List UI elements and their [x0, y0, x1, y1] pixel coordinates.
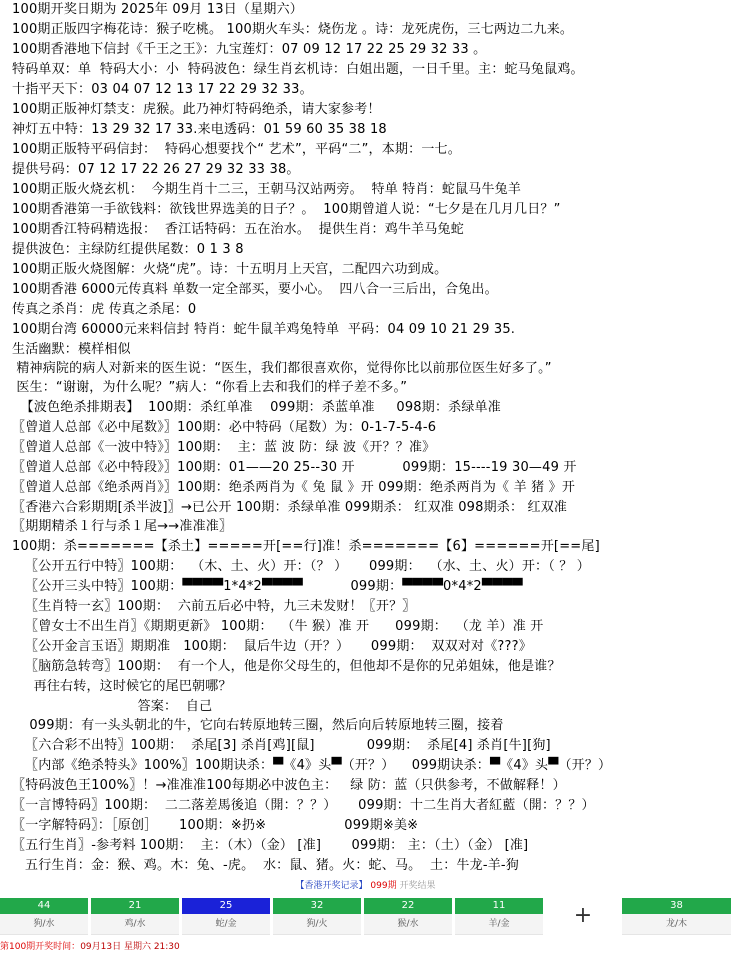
ball-number: 21: [91, 898, 179, 914]
result-ball: [0, 898, 88, 934]
ball-number: 32: [273, 898, 361, 914]
text-line: 特码单双：单 特码大小：小 特码波色：绿生肖玄机诗：白姐出题，一日千里。主：蛇马兔鼠鸡。: [12, 62, 584, 77]
text-line: 100期香港地下信封《千王之王》：九宝莲灯：07 09 12 17 22 25 29 32 33 。: [12, 42, 487, 57]
results-title-tail: 开奖结果: [399, 881, 436, 891]
text-line: 提供号码：07 12 17 22 26 27 29 32 33 38。: [12, 162, 300, 177]
text-line: 〖香港六合彩期期[杀半波]〗→已公开 100期：杀绿单准 099期杀： 红双准 098期杀： 红双准: [12, 500, 568, 515]
text-line: 100期：杀=======【杀土】=====开[==行]准！杀=======【6】======开[==尾]: [12, 539, 600, 554]
text-line: 100期台湾 60000元来料信封 特肖：蛇牛鼠羊鸡兔特单 平码：04 09 10 21 29 35.: [12, 322, 516, 337]
text-line: 〖六合彩不出特〗100期： 杀尾[3] 杀肖[鸡][鼠] 099期： 杀尾[4] 杀肖[牛][狗]: [12, 738, 551, 753]
text-line: 〖曾女士不出生肖〗《期期更新》 100期： （牛 猴）准 开 099期： （龙 羊）准 开: [12, 619, 544, 634]
text-line: 〖公开五行中特〗100期： （木、土、火）开：（？ ） 099期： （水、土、火）开：（ ？ ）: [12, 559, 591, 574]
text-line: 〖曾道人总部《一波中特》〗100期： 主：蓝 波 防：绿 波《开？？准》: [12, 440, 436, 455]
result-ball: [364, 898, 452, 934]
text-line: 100期正版四字梅花诗：猴子吃桃。 100期火车头：烧伤龙 。诗：龙死虎伤，三七两边二九来。: [12, 22, 574, 37]
results-title-main: 【香港开奖记录】: [295, 881, 368, 891]
text-line: 提供波色：主绿防红提供尾数：0 1 3 8: [12, 242, 244, 257]
text-line: 〖内部《绝杀特头》100%〗100期诀杀：▀《4》头▀（开？） 099期诀杀：▀《4》头▀（开？）: [12, 758, 612, 773]
text-line: 100期香港第一手欲钱料：欲钱世界选美的日子？。 100期曾道人说：“七夕是在几月几日？”: [12, 202, 561, 217]
next-draw-footer: [0, 940, 180, 954]
text-line: 【波色绝杀排期表】 100期：杀红单准 099期：杀蓝单准 098期：杀绿单准: [12, 400, 501, 415]
text-line: 100期正版特平码信封： 特码心想要找个“ 艺术”，平码“二”，本期：一七。: [12, 142, 461, 157]
ball-zodiac: 狗/火: [273, 914, 361, 935]
text-line: 〖曾道人总部《必中尾数》〗100期：必中特码（尾数）为：0-1-7-5-4-6: [12, 420, 437, 435]
result-ball: [182, 898, 270, 934]
footer-time: 09月13日 星期六 21:30: [80, 942, 180, 952]
humor-text: 医生：“谢谢，为什么呢？”病人：“你看上去和我们的样子差不多。”: [12, 380, 408, 395]
text-line: 100期香江特码精选报： 香江话特码：五在治水。 提供生肖：鸡牛羊马兔蛇: [12, 222, 464, 237]
ball-zodiac: 鸡/水: [91, 914, 179, 935]
ball-number: 11: [455, 898, 543, 914]
special-ball: [622, 898, 731, 934]
text-line: 〖一言博特码〗100期： 二二落差馬後追（開：？？） 099期：十二生肖大者紅藍（開：？？）: [12, 798, 595, 813]
ball-zodiac: 羊/金: [455, 914, 543, 935]
riddle-text: 〖脑筋急转弯〗100期： 有一个人，他是你父母生的，但他却不是你的兄弟姐妹，他是谁？: [12, 659, 561, 674]
plus-separator: +: [573, 903, 593, 928]
text-line: 〖五行生肖〗-参考料 100期： 主：（木）（金） [准] 099期： 主：（土）（金） [准]: [12, 838, 529, 853]
ball-number: 25: [182, 898, 270, 914]
draw-results-panel: [0, 878, 731, 956]
text-line: 〖公开金言玉语〗期期准 100期： 鼠后牛边（开？） 099期： 双双对对《???》: [12, 639, 532, 654]
text-line: 100期正版火烧玄机： 今期生肖十二三，王朝马汉站两旁。 特单 特肖：蛇鼠马牛兔羊: [12, 182, 522, 197]
riddle-answer: 答案： 自己: [12, 699, 213, 714]
ball-number: 22: [364, 898, 452, 914]
text-line: 传真之杀肖：虎 传真之杀尾：0: [12, 302, 197, 317]
text-line: 神灯五中特：13 29 32 17 33.来电透码：01 59 60 35 38 18: [12, 122, 387, 137]
humor-text: 精神病院的病人对新来的医生说：“医生，我们都很喜欢你，觉得你比以前那位医生好多了。”: [12, 361, 552, 376]
text-line: 100期正版神灯禁支：虎猴。此乃神灯特码绝杀，请大家参考！: [12, 102, 381, 117]
result-ball: [455, 898, 543, 934]
text-line: 〖期期精杀１行与杀１尾→→准准准〗: [12, 519, 233, 534]
ball-zodiac: 狗/水: [0, 914, 88, 935]
special-ball-zodiac: 龙/木: [622, 914, 731, 935]
result-ball: [273, 898, 361, 934]
text-line: 〖一字解特码〗：［原创］ 100期：※扔※ 099期※美※: [12, 818, 419, 833]
text-line: 〖公开三头中特〗100期：▀▀▀▀1*4*2▀▀▀▀ 099期：▀▀▀▀0*4*2▀▀▀▀: [12, 579, 523, 594]
riddle-text: 再往右转，这时候它的尾巴朝哪？: [12, 679, 232, 694]
text-line: 〖曾道人总部《必中特段》〗100期：01——20 25--30 开 099期：15----19 30—49 开: [12, 460, 577, 475]
text-line: 十指平天下：03 04 07 12 13 17 22 29 32 33。: [12, 82, 313, 97]
text-line: 100期正版火烧图解：火烧“虎”。诗：十五明月上天宫，二配四六功到成。: [12, 262, 448, 277]
results-title: [0, 878, 731, 894]
text-line: 〖特码波色王100%〗！→准准准100每期必中波色主： 绿 防：蓝（只供参考，不做解释！）: [12, 778, 566, 793]
humor-heading: 生活幽默：模样相似: [12, 342, 131, 357]
results-title-period: 099期: [370, 881, 397, 891]
text-line: 〖曾道人总部《绝杀两肖》〗100期：绝杀两肖为《 兔 鼠 》开 099期：绝杀两肖为《 羊 猪 》开: [12, 480, 576, 495]
draw-date-line: 100期开奖日期为 2025年 09月 13日（星期六）: [12, 2, 303, 17]
text-line: 〖生肖特一玄〗100期： 六前五后必中特，九三未发财！〖开？〗: [12, 599, 416, 614]
text-line: 五行生肖：金：猴、鸡。木：兔、-虎。 水：鼠、猪。火：蛇、马。 土：牛龙-羊-狗: [12, 858, 519, 873]
ball-zodiac: 猴/水: [364, 914, 452, 935]
ball-zodiac: 蛇/金: [182, 914, 270, 935]
riddle-text: 099期：有一头头朝北的牛，它向右转原地转三圈，然后向后转原地转三圈，接着: [12, 718, 504, 733]
result-ball: [91, 898, 179, 934]
text-line: 100期香港 6000元传真料 单数一定全部买，要小心。 四八合一三后出，合兔出。: [12, 282, 498, 297]
footer-prefix: 第100期开奖时间：: [0, 942, 81, 952]
ball-number: 44: [0, 898, 88, 914]
special-ball-number: 38: [622, 898, 731, 914]
